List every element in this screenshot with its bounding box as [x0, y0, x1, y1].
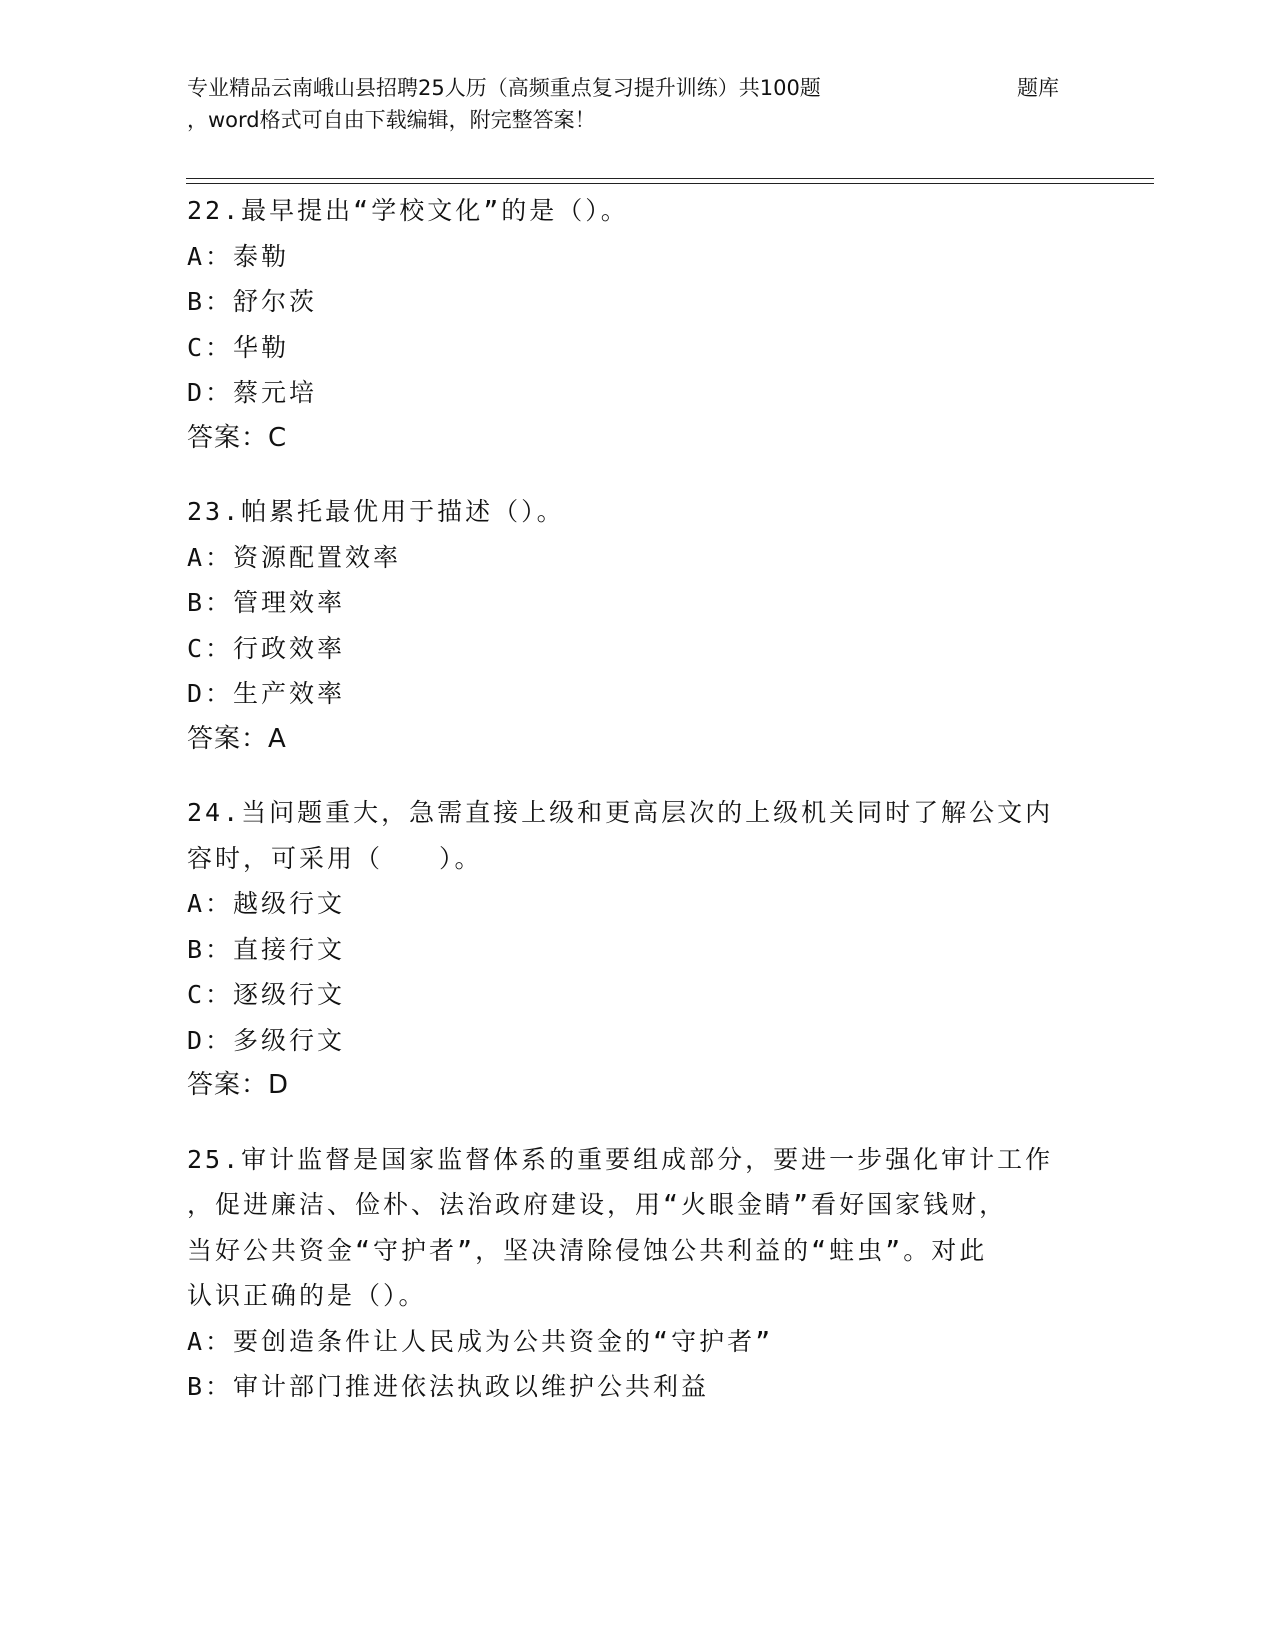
- option-b: B：直接行文: [187, 934, 346, 964]
- question-stem-line-4: 认识正确的是（）。: [187, 1281, 427, 1310]
- question-23: [187, 489, 1087, 762]
- option-b: B：管理效率: [187, 588, 346, 617]
- question-22: [187, 188, 1087, 461]
- option-c: C：华勒: [187, 332, 290, 362]
- option-d: D：生产效率: [187, 679, 346, 708]
- question-stem-line-3: 当好公共资金“守护者”，坚决清除侵蚀公共利益的“蛀虫”。对此: [187, 1235, 988, 1265]
- option-b: B：舒尔茨: [187, 287, 318, 316]
- question-stem-line-1: 25.审计监督是国家监督体系的重要组成部分，要进一步强化审计工作: [187, 1144, 1054, 1174]
- option-a: A：资源配置效率: [187, 542, 402, 572]
- header-divider-top: [186, 178, 1154, 179]
- answer: 答案：D: [187, 1070, 290, 1100]
- option-a: A：越级行文: [187, 889, 346, 918]
- question-stem-line-2: ，促进廉洁、俭朴、法治政府建设，用“火眼金睛”看好国家钱财，: [187, 1190, 1008, 1219]
- answer: 答案：A: [187, 723, 287, 754]
- option-b: B：审计部门推进依法执政以维护公共利益: [187, 1372, 710, 1401]
- header-divider-bottom: [186, 183, 1154, 184]
- question-list: [187, 188, 1087, 1438]
- option-c: C：逐级行文: [187, 980, 346, 1009]
- header-tag: 题库: [1017, 76, 1059, 100]
- question-25: [187, 1137, 1087, 1410]
- question-stem: 22.最早提出“学校文化”的是（）。: [187, 196, 629, 225]
- option-a: A：泰勒: [187, 241, 290, 271]
- option-d: D：蔡元培: [187, 378, 318, 407]
- answer: 答案：C: [187, 422, 288, 453]
- question-stem: 23.帕累托最优用于描述（）。: [187, 497, 565, 526]
- question-stem-line-1: 24.当问题重大，急需直接上级和更高层次的上级机关同时了解公文内: [187, 798, 1054, 827]
- document-header: [187, 72, 1087, 136]
- option-a: A：要创造条件让人民成为公共资金的“守护者”: [187, 1326, 774, 1356]
- question-24: [187, 790, 1087, 1109]
- option-d: D：多级行文: [187, 1025, 346, 1055]
- header-line-2: ，word格式可自由下载编辑，附完整答案！: [187, 108, 596, 132]
- option-c: C：行政效率: [187, 633, 346, 663]
- question-stem-line-2: 容时，可采用（ ）。: [187, 843, 483, 873]
- header-line-1: [187, 72, 1087, 104]
- header-title: 专业精品云南峨山县招聘25人历（高频重点复习提升训练）共100题: [187, 76, 821, 100]
